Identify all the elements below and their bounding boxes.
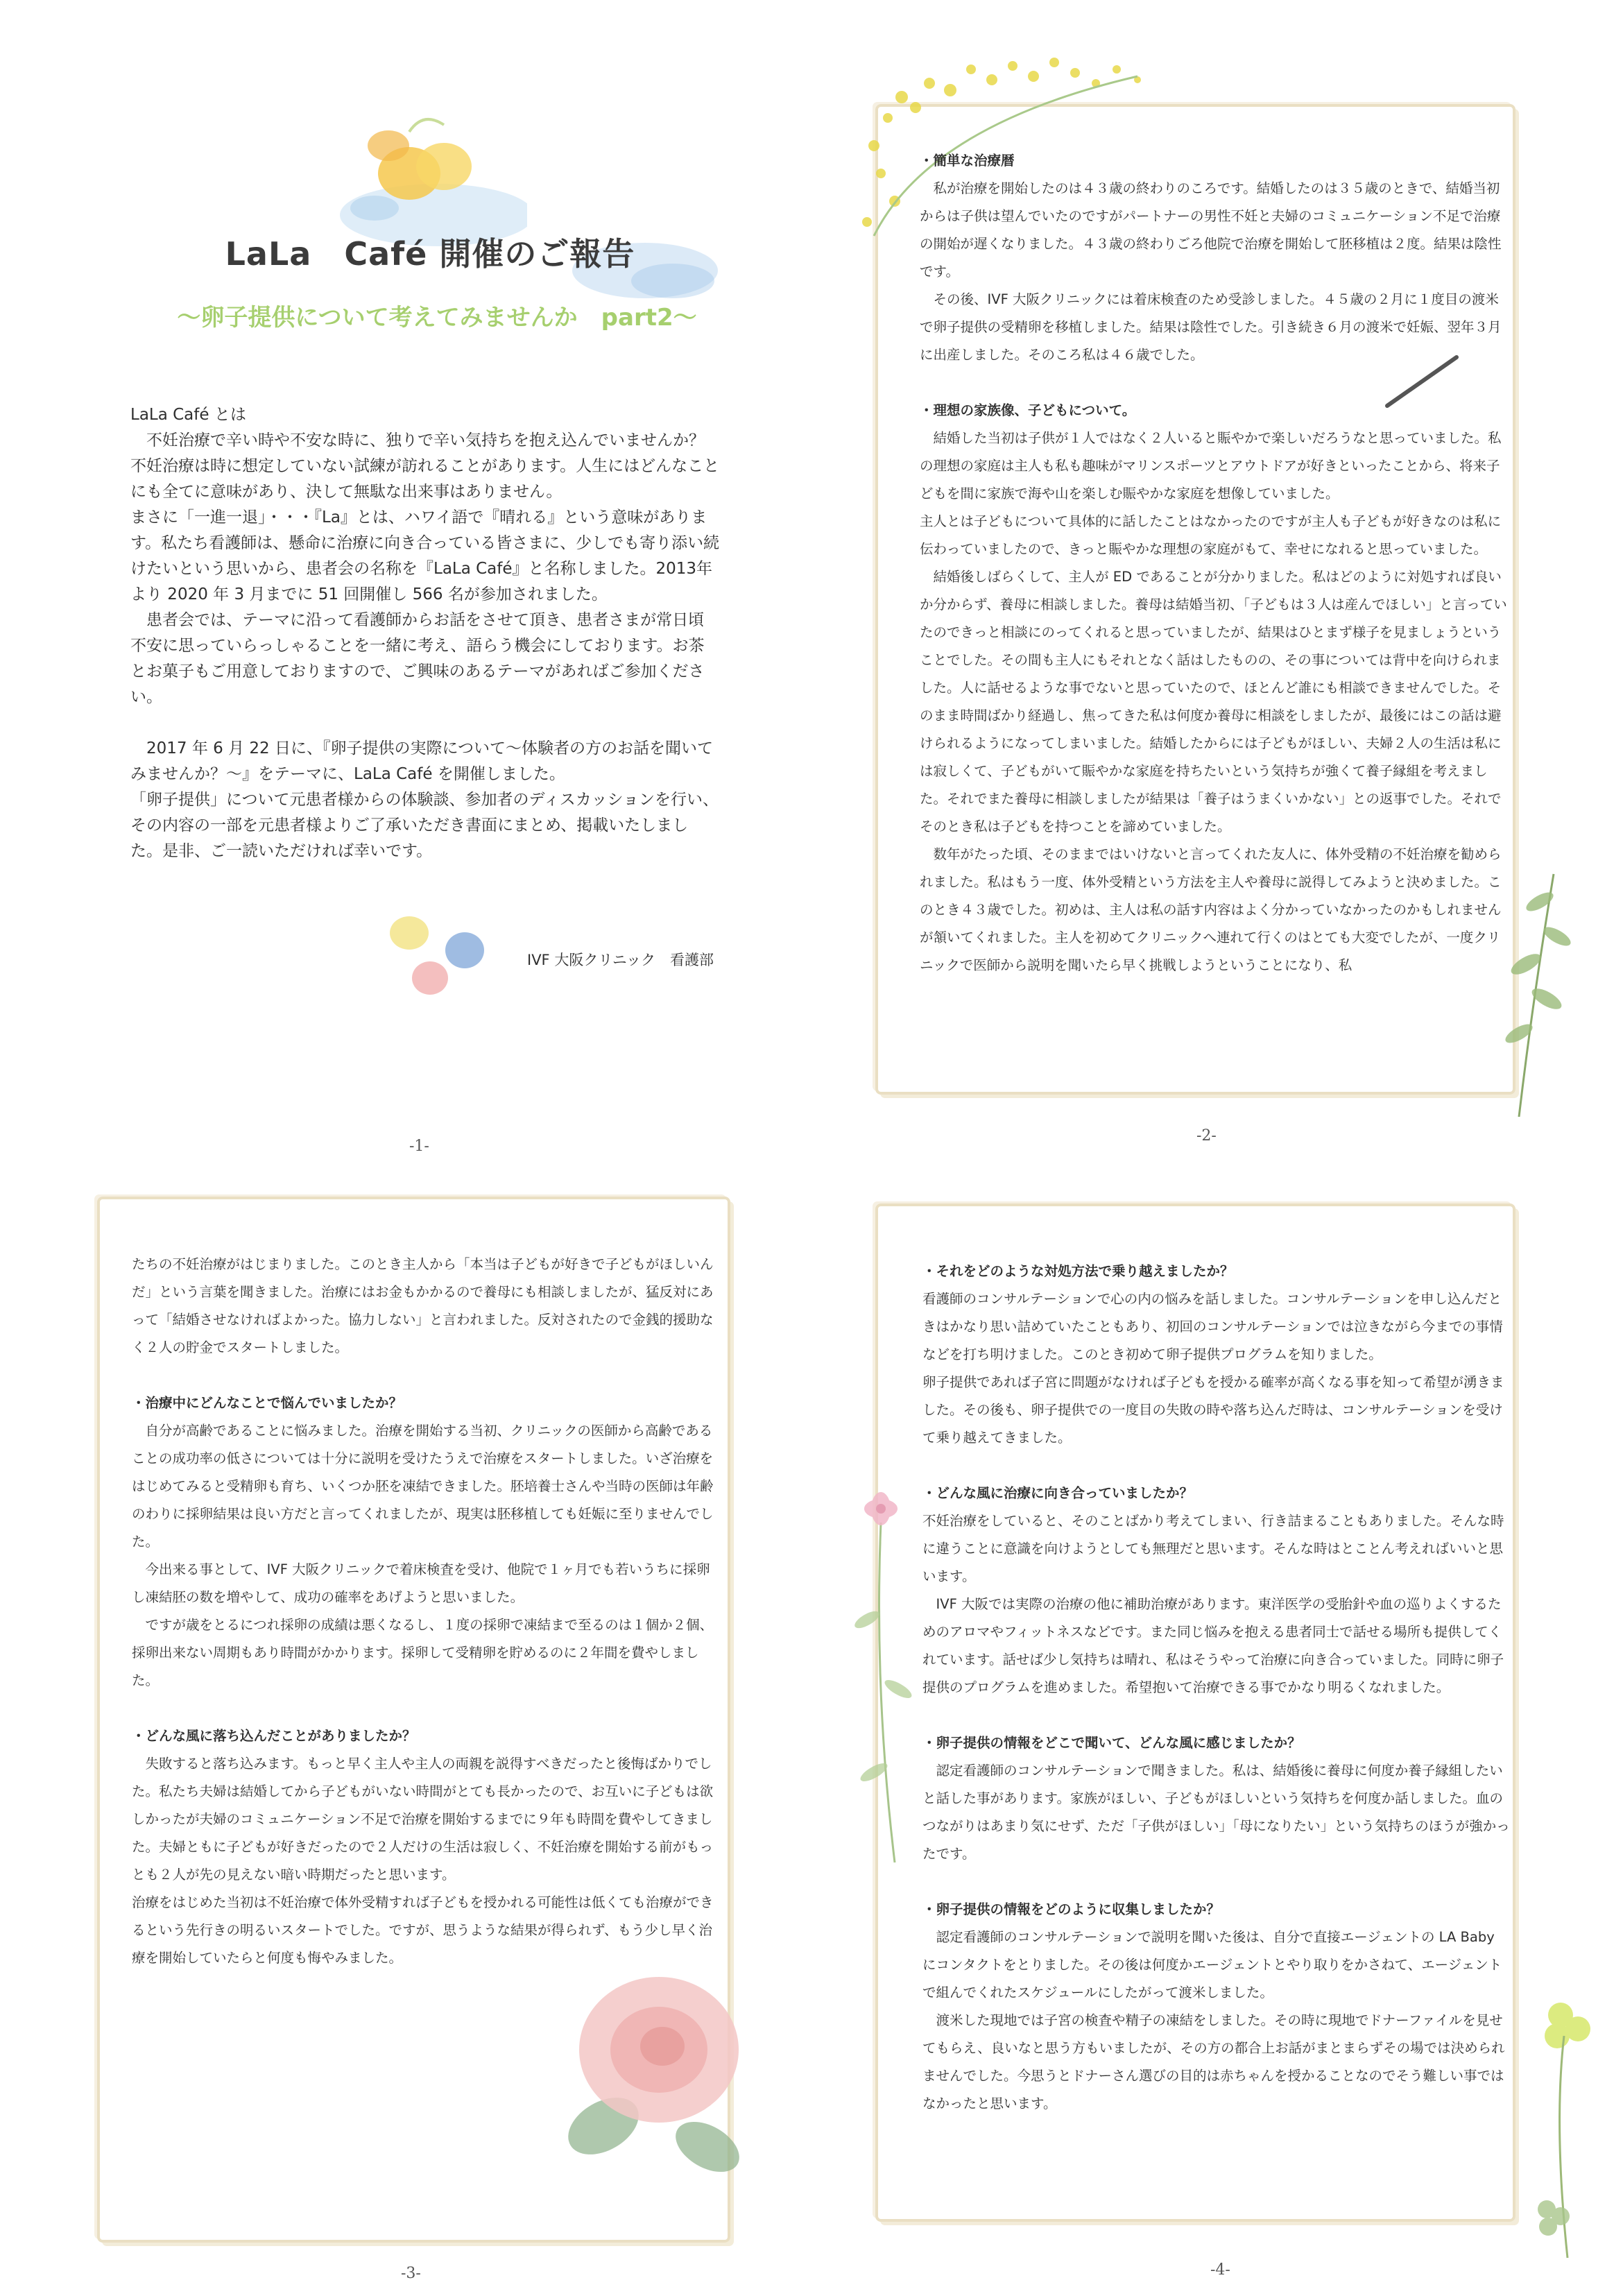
page2-text [920, 147, 1508, 979]
body-paragraph: 結婚後しばらくして、主人が ED であることが分かりました。私はどのように対処すれば良いか分からず、養母に相談しました。養母は結婚当初、「子どもは３人は産んでほしい」と言っていたのできっと相談にのってくれると思っていましたが、結果はひとまず様子を見ましょうということでした。その間も主人にもそれとなく話はしたものの、その事については背中を向けられました。人に話せるような事でないと思っていたので、ほとんど誰にも相談できませんでした。そのまま時間ばかり経過し、焦ってきた私は何度か養母に相談をしましたが、最後にはこの話は避けられるようになってしまいました。結婚したからには子どもがほしい、夫婦２人の生活は私には寂しくて、子どもがいて賑やかな家庭を持ちたいという気持ちが強くて養子縁組を考えました。それでまた養母に相談しましたが結果は「養子はうまくいかない」との返事でした。それでそのとき私は子どもを持つことを諦めていました。 [920, 569, 1507, 834]
body-paragraph: IVF 大阪では実際の治療の他に補助治療があります。東洋医学の受胎針や血の巡りよくするためのアロマやフィットネスなどです。また同じ悩みを抱える患者同士で話せる場所も提供してくれています。話せば少し気持ちは晴れ、私はそうやって治療に向き合っていました。同時に卵子提供のプログラムを進めました。希望抱いて治療できる事でかなり明るくなれました。 [922, 1596, 1504, 1695]
body-paragraph: 自分が高齢であることに悩みました。治療を開始する当初、クリニックの医師から高齢であることの成功率の低さについては十分に説明を受けたうえで治療をスタートしました。いざ治療をはじめてみると受精卵も育ち、いくつか胚を凍結できました。胚培養士さんや当時の医師は年齢のわりに採卵結果は良い方だと言ってくれましたが、現実は胚移植しても妊娠に至りませんでした。 [132, 1423, 714, 1550]
section-heading: ・どんな風に治療に向き合っていましたか？ [922, 1485, 1194, 1501]
section-heading: ・理想の家族像、子どもについて。 [920, 402, 1136, 418]
rose-illustration [527, 1960, 763, 2223]
body-paragraph: 失敗すると落ち込みます。もっと早く主人や主人の両親を説得すべきだったと後悔ばかりでした。私たち夫婦は結婚してから子どもがいない時間がとても長かったので、お互いに子どもは欲しかったが夫婦のコミュニケーション不足で治療を開始するまでに９年も時間を費やしてきました。夫婦ともに子どもが好きだったので２人だけの生活は寂しく、不妊治療を開始する前がもっとも２人が先の見えない暗い時期だったと思います。 [132, 1756, 714, 1883]
body-paragraph: 数年がたった頃、そのままではいけないと言ってくれた友人に、体外受精の不妊治療を勧められました。私はもう一度、体外受精という方法を主人や養母に説得してみようと決めました。このとき４３歳でした。初めは、主人は私の話す内容はよく分かっていなかったのかもしれませんが頷いてくれました。主人を初めてクリニックへ連れて行くのはとても大変でしたが、一度クリニックで医師から説明を聞いたら早く挑戦しようということになり、私 [920, 846, 1502, 973]
body-paragraph: たちの不妊治療がはじまりました。このとき主人から「本当は子どもが好きで子どもがほしいんだ」という言葉を聞きました。治療にはお金もかかるので養母にも相談しましたが、猛反対にあって「結婚させなければよかった。協力しない」と言われました。反対されたので金銭的援助なく２人の貯金でスタートしました。 [132, 1256, 714, 1355]
intro-paragraph: 2017 年 6 月 22 日に、『卵子提供の実際について～体験者の方のお話を聞いてみませんか？～』をテーマに、LaLa Café を開催しました。 [130, 739, 714, 783]
body-paragraph: 主人とは子どもについて具体的に話したことはなかったのですが主人も子どもが好きなのは私に伝わっていましたので、きっと賑やかな理想の家庭がもて、幸せになれると思っていました。 [920, 513, 1502, 557]
page-number: -1- [409, 1138, 429, 1155]
page-title: LaLa Café 開催のご報告 [225, 235, 635, 273]
section-heading: ・どんな風に落ち込んだことがありましたか？ [132, 1728, 416, 1744]
intro-paragraph: 「卵子提供」について元患者様からの体験談、参加者のディスカッションを行い、その内容の一部を元患者様よりご了承いただき書面にまとめ、掲載いたしました。是非、ご一読いただければ幸いです。 [130, 791, 719, 860]
section-heading: ・卵子提供の情報をどのように収集しましたか？ [922, 1901, 1221, 1917]
paragraph-gap [920, 369, 1508, 397]
body-paragraph: 渡米した現地では子宮の検査や精子の凍結をしました。その時に現地でドナーファイルを見せてもらえ、良いなと思う方もいましたが、その方の都合上お話がまとまらずその場では決められませんでした。今思うとドナーさん選びの目的は赤ちゃんを授かることなのでそう難しい事ではなかったと思います。 [922, 2012, 1505, 2111]
page-number: -3- [401, 2265, 421, 2282]
intro-paragraph: まさに「一進一退」・・・『La』とは、ハワイ語で『晴れる』という意味があります。私たち看護師は、懸命に治療に向き合っている皆さまに、少しでも寄り添い続けたいという思いから、患者会の名称を『LaLa Café』と名称しました。2013年より 2020 年 3 月までに 51 回開催し 566 名が参加されました。 [130, 508, 720, 603]
body-paragraph: 認定看護師のコンサルテーションで説明を聞いた後は、自分で直接エージェントの LA Baby にコンタクトをとりました。その後は何度かエージェントとやり取りをかさねて、エージェントで組んでくれたスケジュールにしたがって渡米しました。 [922, 1929, 1502, 2001]
page-3 [0, 1148, 812, 2296]
body-paragraph: 卵子提供であれば子宮に問題がなければ子どもを授かる確率が高くなる事を知って希望が湧きました。その後も、卵子提供での一度目の失敗の時や落ち込んだ時は、コンサルテーションを受けて乗り越えてきました。 [922, 1374, 1504, 1446]
paragraph-gap [922, 1868, 1511, 1896]
body-paragraph: 今出来る事として、IVF 大阪クリニックで着床検査を受け、他院で１ヶ月でも若いうちに採卵し凍結胚の数を増やして、成功の確率をあげようと思いました。 [132, 1561, 710, 1605]
section-heading: ・治療中にどんなことで悩んでいましたか？ [132, 1395, 403, 1411]
body-paragraph: 認定看護師のコンサルテーションで聞きました。私は、結婚後に養母に何度か養子縁組したいと話した事があります。家族がほしい、子どもがほしいという気持ちを何度か話しました。血のつながりはあまり気にせず、ただ「子供がほしい」「母になりたい」という気持ちのほうが強かったです。 [922, 1763, 1510, 1862]
section-heading: ・それをどのような対処方法で乗り越えましたか？ [922, 1263, 1234, 1279]
page-number: -4- [1210, 2261, 1230, 2279]
body-paragraph: 不妊治療をしていると、そのことばかり考えてしまい、行き詰まることもありました。そんな時に違うことに意識を向けようとしても無理だと思います。そんな時はとことん考えればいいと思います。 [922, 1513, 1504, 1584]
body-paragraph: ですが歳をとるにつれ採卵の成績は悪くなるし、１度の採卵で凍結まで至るのは１個か２個、採卵出来ない周期もあり時間がかかります。採卵して受精卵を貯めるのに２年間を費やしました。 [132, 1617, 714, 1688]
page3-text [132, 1251, 720, 1972]
section-heading: ・簡単な治療暦 [920, 153, 1015, 169]
cosmos-flower-illustration [832, 1481, 936, 1869]
body-paragraph: 治療をはじめた当初は不妊治療で体外受精すれば子どもを授かれる可能性は低くても治療ができるという先行きの明るいスタートでした。ですが、思うような結果が得られず、もう少し早く治療を開始していたらと何度も悔やみました。 [132, 1894, 714, 1966]
page-subtitle: ～卵子提供について考えてみませんか part2～ [177, 304, 697, 332]
body-paragraph: その後、IVF 大阪クリニックには着床検査のため受診しました。４５歳の２月に１度目の渡米で卵子提供の受精卵を移植しました。結果は陰性でした。引き続き６月の渡米で妊娠、翌年３月に出産しました。そのころ私は４６歳でした。 [920, 291, 1502, 363]
page-4 [812, 1148, 1623, 2296]
page4-text [922, 1258, 1511, 2118]
page-number: -2- [1196, 1127, 1217, 1145]
body-paragraph: 私が治療を開始したのは４３歳の終わりのころです。結婚したのは３５歳のときで、結婚当初からは子供は望んでいたのですがパートナーの男性不妊と夫婦のコミュニケーション不足で治療の開始が遅くなりました。４３歳の終わりごろ他院で治療を開始して胚移植は２度。結果は陰性です。 [920, 180, 1502, 280]
signature: IVF 大阪クリニック 看護部 [527, 952, 714, 968]
intro-paragraph: 患者会では、テーマに沿って看護師からお話をさせて頂き、患者さまが常日頃不安に思っていらっしゃることを一緒に考え、語らう機会にしております。お茶とお菓子もご用意しておりますので、ご興味のあるテーマがあればご参加ください。 [130, 611, 705, 706]
intro-paragraph: 不妊治療で辛い時や不安な時に、独りで辛い気持ちを抱え込んでいませんか？不妊治療は時に想定していない試練が訪れることがあります。人生にはどんなことにも全てに意味があり、決して無駄な出来事はありません。 [130, 431, 720, 501]
intro-paragraph: LaLa Café とは [130, 406, 246, 424]
paragraph-gap [132, 1695, 720, 1722]
paragraph-gap [132, 1362, 720, 1389]
paragraph-gap [922, 1452, 1511, 1480]
paragraph-gap [922, 1702, 1511, 1729]
clover-illustration [1505, 1987, 1609, 2265]
section-heading: ・卵子提供の情報をどこで聞いて、どんな風に感じましたか？ [922, 1735, 1301, 1751]
body-paragraph: 看護師のコンサルテーションで心の内の悩みを話しました。コンサルテーションを申し込んだときはかなり思い詰めていたこともあり、初回のコンサルテーションでは泣きながら今までの事情などを打ち明けました。このとき初めて卵子提供プログラムを知りました。 [922, 1291, 1503, 1362]
body-paragraph: 結婚した当初は子供が１人ではなく２人いると賑やかで楽しいだろうなと思っていました。私の理想の家庭は主人も私も趣味がマリンスポーツとアウトドアが好きといったことから、将来子どもを間に家族で海や山を楽しむ賑やかな家庭を想像していました。 [920, 430, 1502, 502]
